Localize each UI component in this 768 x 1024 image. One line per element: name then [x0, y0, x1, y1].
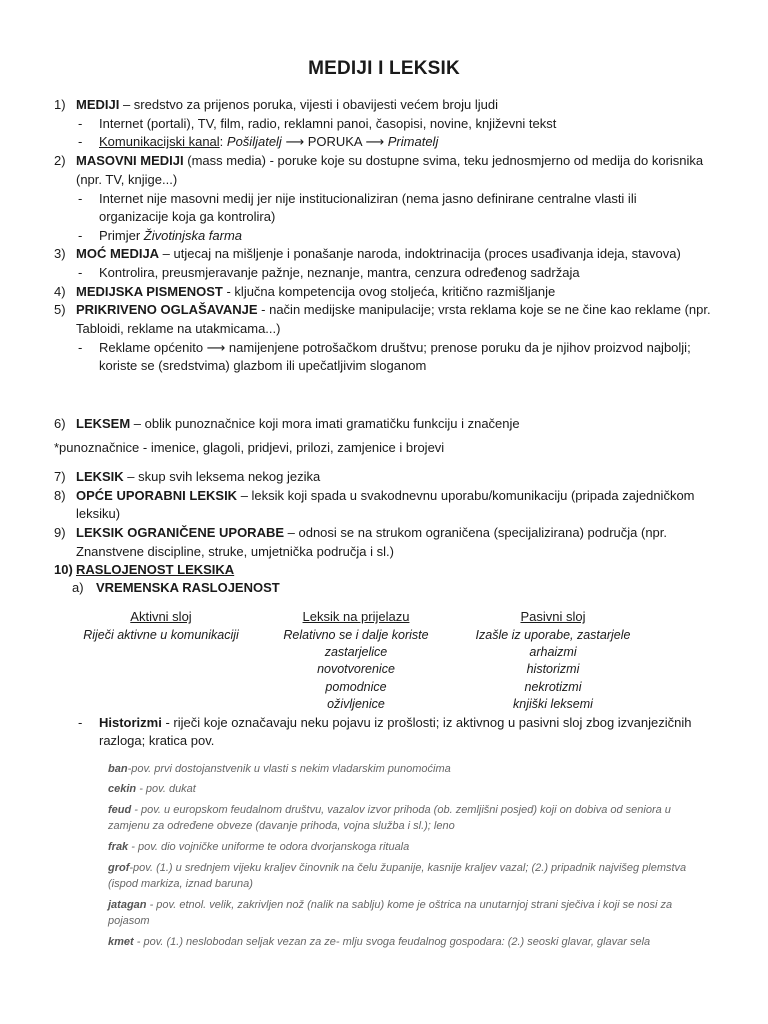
example-word: grof	[108, 862, 130, 874]
example-definition: -pov. (1.) u srednjem vijeku kraljev činovnik na čelu županije, kasnije kraljev vazal; (2.) pripadnik najvišeg plemstva (ispod markiza, iznad baruna)	[108, 862, 687, 890]
example-definition: - pov. dio vojničke uniforme te odora dvorjanskoga rituala	[128, 841, 410, 853]
table-header-prijelaz: Leksik na prijelazu	[302, 609, 410, 624]
item-moc-medija	[76, 245, 681, 262]
example-word: ban	[108, 763, 128, 775]
item-raslojenost	[76, 561, 234, 578]
example-entry	[108, 781, 708, 797]
item-continuation: leksiku)	[76, 506, 121, 521]
sub-item-text: Kontrolira, preusmjeravanje pažnje, neznanje, mantra, cenzura određenog sadržaja	[99, 265, 580, 280]
table-cell: Riječi aktivne u komunikaciji	[83, 628, 239, 642]
item-term: PRIKRIVENO OGLAŠAVANJE	[76, 302, 258, 317]
example-word: feud	[108, 804, 132, 816]
item-continuation: Tabloidi, reklame na utakmicama...)	[76, 321, 281, 336]
example-definition: - pov. u europskom feudalnom društvu, vazalov izvor prihoda (ob. zemljišni posjed) koji on dobiva od seniora u zamjenu za određene obveze (davanje prihoda, vojna služba i sl.); leno	[108, 804, 671, 832]
table-cell: pomodnice	[325, 680, 387, 694]
sub-item-text: Internet nije masovni medij jer nije institucionaliziran (nema jasno definirane centralne vlasti ili	[99, 191, 637, 206]
item-mediji	[76, 96, 498, 113]
item-number: 8)	[54, 488, 66, 503]
page-title: MEDIJI I LEKSIK	[308, 58, 460, 79]
example-entry	[108, 897, 708, 929]
item-continuation: (npr. TV, knjige...)	[76, 172, 178, 187]
item-number: 7)	[54, 469, 66, 484]
example-prefix: Primjer	[99, 228, 144, 243]
item-text: – oblik punoznačnice koji mora imati gramatičku funkciju i značenje	[130, 416, 520, 431]
channel-message: PORUKA	[307, 134, 362, 149]
item-masovni-mediji	[76, 152, 703, 169]
item-term: MASOVNI MEDIJI	[76, 153, 184, 168]
item-text: – utjecaj na mišljenje i ponašanje naroda, indoktrinacija (proces usađivanja ideja, stavova)	[159, 246, 681, 261]
item-number: 4)	[54, 284, 66, 299]
table-cell: novotvorenice	[317, 662, 395, 676]
table-cell: oživljenice	[327, 697, 385, 711]
item-text: – sredstvo za prijenos poruka, vijesti i obavijesti većem broju ljudi	[119, 97, 498, 112]
historizmi-text: - riječi koje označavaju neku pojavu iz prošlosti; iz aktivnog u pasivni sloj zbog izvanjezičnih	[161, 715, 692, 730]
example-title: Životinjska farma	[143, 228, 243, 243]
table-cell: Relativno se i dalje koriste	[283, 628, 429, 642]
table-cell: knjiški leksemi	[513, 697, 593, 711]
item-text: – leksik koji spada u svakodnevnu uporabu/komunikaciju (pripada zajedničkom	[237, 488, 695, 503]
list-dash: -	[78, 228, 83, 243]
channel-sender: Pošiljatelj	[226, 134, 282, 149]
arrow: ⟶	[361, 134, 388, 149]
item-text: - ključna kompetencija ovog stoljeća, kritično razmišljanje	[222, 284, 556, 299]
example-definition: -pov. prvi dostojanstvenik u vlasti s nekim vladarskim punomoćima	[127, 763, 451, 775]
table-header-pasivni: Pasivni sloj	[520, 609, 586, 624]
example-entry	[108, 839, 708, 855]
item-number: 9)	[54, 525, 66, 540]
item-number: 10)	[54, 562, 73, 577]
example-entry	[108, 860, 708, 892]
item-text: (mass media) - poruke koje su dostupne svima, teku jednosmjerno od medija do korisnika	[183, 153, 704, 168]
table-cell: historizmi	[526, 662, 580, 676]
channel-receiver: Primatelj	[387, 134, 439, 149]
list-dash: -	[78, 340, 83, 355]
table-cell: Izašle iz uporabe, zastarjele	[475, 628, 631, 642]
item-term: MOĆ MEDIJA	[76, 246, 160, 261]
sub-item-channel	[99, 133, 438, 150]
channel-label: Komunikacijski kanal	[99, 134, 220, 149]
sub-item-text: Reklame općenito ⟶ namijenjene potrošačkom društvu; prenose poruku da je njihov proizvod najbolji;	[99, 340, 691, 355]
example-definition: - pov. dukat	[136, 783, 196, 795]
footnote: *punoznačnice - imenice, glagoli, pridjevi, prilozi, zamjenice i brojevi	[54, 440, 445, 455]
item-number: 2)	[54, 153, 66, 168]
item-number: 6)	[54, 416, 66, 431]
table-cell: zastarjelice	[324, 645, 388, 659]
table-cell: arhaizmi	[529, 645, 577, 659]
example-word: jatagan	[108, 899, 147, 911]
item-term: OPĆE UPORABNI LEKSIK	[76, 488, 238, 503]
item-ogranicene-uporabe	[76, 524, 667, 541]
list-dash: -	[78, 265, 83, 280]
example-word: cekin	[108, 783, 137, 795]
item-number: 1)	[54, 97, 66, 112]
example-definition: - pov. (1.) neslobodan seljak vezan za ze- mlju svoga feudalnog gospodara: (2.) seoski glavar, glavar sela	[133, 936, 651, 948]
item-prikriveno-oglasavanje	[76, 301, 711, 318]
item-leksem	[76, 415, 520, 432]
sub-item-text: organizacije koja ga kontrolira)	[99, 209, 276, 224]
table-header-aktivni: Aktivni sloj	[130, 609, 192, 624]
example-definition: - pov. etnol. velik, zakrivljen nož (nalik na sablju) kome je oštrica na unutarnjoj strani sječiva i koji se nosi za pojasom	[108, 899, 673, 927]
sub-item-text: koriste se (sredstvima) glazbom ili upečatljivim sloganom	[99, 358, 427, 373]
sub-item-example	[99, 227, 242, 244]
example-entry	[108, 934, 708, 950]
subsection-title: VREMENSKA RASLOJENOST	[96, 580, 280, 595]
item-term: MEDIJI	[76, 97, 120, 112]
list-dash: -	[78, 116, 83, 131]
list-dash: -	[78, 134, 83, 149]
item-term: RASLOJENOST LEKSIKA	[76, 562, 235, 577]
list-dash: -	[78, 191, 83, 206]
item-number: 3)	[54, 246, 66, 261]
item-opce-uporabni	[76, 487, 695, 504]
item-medijska-pismenost	[76, 283, 555, 300]
historizmi-term: Historizmi	[99, 715, 162, 730]
item-number: 5)	[54, 302, 66, 317]
historizmi-definition	[99, 714, 692, 731]
subsection-letter: a)	[72, 580, 84, 595]
item-leksik	[76, 468, 320, 485]
item-text: – odnosi se na strukom ograničena (specijalizirana) područja (npr.	[284, 525, 668, 540]
sub-item-text: Internet (portali), TV, film, radio, reklamni panoi, časopisi, novine, književni tekst	[99, 116, 557, 131]
item-term: LEKSEM	[76, 416, 131, 431]
item-term: MEDIJSKA PISMENOST	[76, 284, 223, 299]
item-term: LEKSIK OGRANIČENE UPORABE	[76, 525, 285, 540]
historizmi-continuation: razloga; kratica pov.	[99, 733, 215, 748]
item-continuation: Znanstvene discipline, struke, umjetnička područja i sl.)	[76, 544, 394, 559]
item-text: - način medijske manipulacije; vrsta reklama koje se ne čine kao reklame (npr.	[257, 302, 711, 317]
list-dash: -	[78, 715, 83, 730]
item-text: – skup svih leksema nekog jezika	[123, 469, 321, 484]
example-entry	[108, 802, 708, 834]
example-word: frak	[108, 841, 129, 853]
example-entry	[108, 761, 708, 777]
item-term: LEKSIK	[76, 469, 124, 484]
example-word: kmet	[108, 936, 134, 948]
colon: :	[219, 134, 227, 149]
table-cell: nekrotizmi	[524, 680, 582, 694]
arrow: ⟶	[281, 134, 308, 149]
